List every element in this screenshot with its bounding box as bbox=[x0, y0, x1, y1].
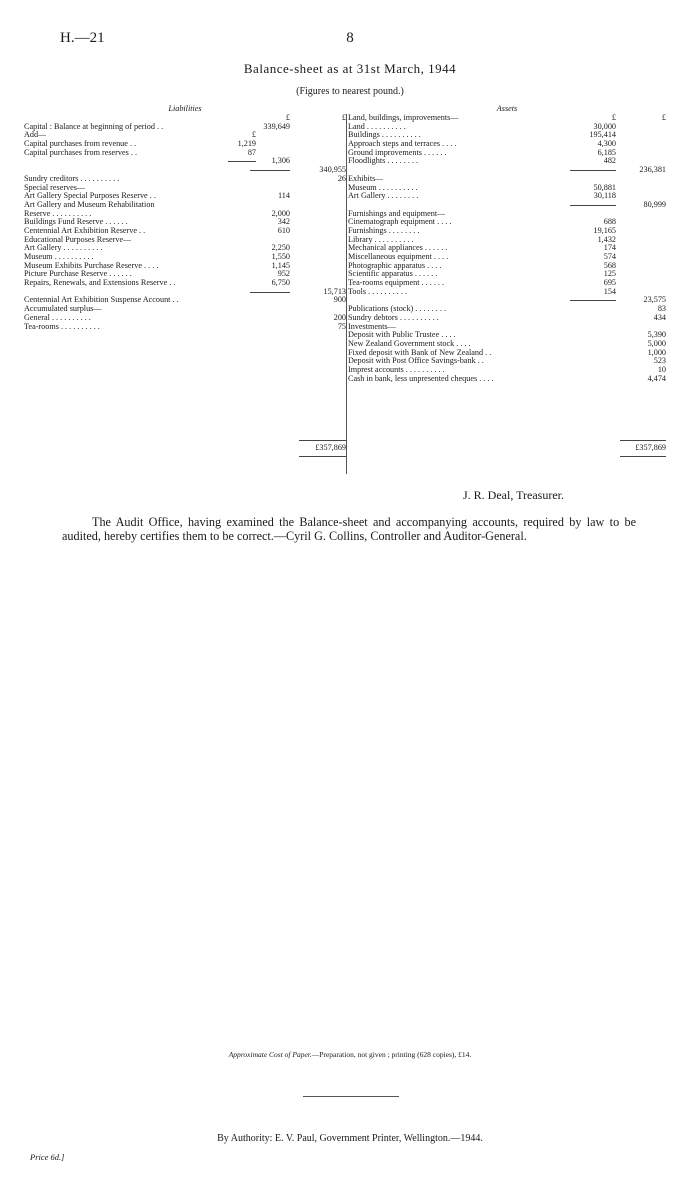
liabilities-row-label: Capital : Balance at beginning of period . . bbox=[24, 122, 164, 131]
assets-row-label: Sundry debtors . . . . . . . . . . bbox=[348, 313, 439, 322]
assets-row-value: 4,300 bbox=[597, 139, 616, 149]
assets-row bbox=[348, 218, 666, 227]
page-title: Balance-sheet as at 31st March, 1944 bbox=[243, 61, 457, 76]
page-number: 8 bbox=[346, 30, 354, 46]
document-reference: H.—21 bbox=[60, 30, 105, 46]
assets-row-label: Furnishings and equipment— bbox=[348, 209, 446, 218]
liabilities-row-label: General . . . . . . . . . . bbox=[24, 313, 91, 322]
assets-row-label: Art Gallery . . . . . . . . bbox=[348, 192, 419, 201]
liabilities-row bbox=[24, 201, 346, 210]
assets-row-value: 568 bbox=[603, 260, 616, 270]
liabilities-row bbox=[24, 305, 346, 314]
assets-row-label: Ground improvements . . . . . . bbox=[348, 148, 447, 157]
assets-subtotal-rule bbox=[570, 170, 616, 171]
assets-column bbox=[348, 104, 666, 482]
liabilities-row-value: 1,219 bbox=[237, 139, 256, 149]
assets-row bbox=[348, 262, 666, 271]
assets-row-value: 482 bbox=[603, 156, 616, 166]
liabilities-row-label: Reserve . . . . . . . . . . bbox=[24, 209, 92, 218]
assets-row-label: Mechanical appliances . . . . . . bbox=[348, 244, 448, 253]
liabilities-row-value: 1,306 bbox=[271, 156, 290, 166]
assets-row-label: Furnishings . . . . . . . . bbox=[348, 226, 420, 235]
assets-row bbox=[348, 331, 666, 340]
liabilities-row bbox=[24, 314, 346, 323]
liabilities-row-value: 114 bbox=[278, 191, 290, 201]
assets-row bbox=[348, 175, 666, 184]
liabilities-row bbox=[24, 192, 346, 201]
assets-row bbox=[348, 288, 666, 297]
assets-row bbox=[348, 323, 666, 332]
assets-row-label: Deposit with Public Trustee . . . . bbox=[348, 331, 456, 340]
assets-total-rule-top bbox=[620, 440, 666, 441]
liabilities-subtotal-rule bbox=[250, 170, 290, 171]
treasurer-signature bbox=[463, 488, 564, 503]
liabilities-row-value: £ bbox=[251, 130, 256, 140]
assets-row bbox=[348, 166, 666, 175]
liabilities-row-label: Centennial Art Exhibition Reserve . . bbox=[24, 226, 146, 235]
assets-row-value: 4,474 bbox=[647, 373, 666, 383]
assets-row-label: Photographic apparatus . . . . bbox=[348, 261, 442, 270]
assets-row-label: Approach steps and terraces . . . . bbox=[348, 140, 457, 149]
liabilities-row-label: Art Gallery Special Purposes Reserve . . bbox=[24, 192, 156, 201]
balance-sheet bbox=[24, 104, 666, 482]
assets-row-label: Land . . . . . . . . . . bbox=[348, 122, 406, 131]
assets-row-value: 523 bbox=[653, 356, 666, 366]
liabilities-row bbox=[24, 296, 346, 305]
cost-of-paper bbox=[0, 1050, 700, 1059]
assets-row bbox=[348, 227, 666, 236]
assets-row bbox=[348, 253, 666, 262]
liabilities-row bbox=[24, 236, 346, 245]
liabilities-row-value: 200 bbox=[333, 312, 346, 322]
liabilities-row bbox=[24, 244, 346, 253]
assets-row-value: 574 bbox=[603, 252, 616, 261]
treasurer-title: Treasurer. bbox=[516, 488, 565, 502]
assets-row-label: Cinematograph equipment . . . . bbox=[348, 218, 452, 227]
assets-total: £357,869 bbox=[635, 443, 666, 452]
liabilities-row-label: Art Gallery and Museum Rehabilitation bbox=[24, 200, 155, 209]
liabilities-row bbox=[24, 157, 346, 166]
audit-certificate bbox=[62, 515, 636, 543]
liabilities-row bbox=[24, 166, 346, 175]
assets-row bbox=[348, 157, 666, 166]
assets-row bbox=[348, 140, 666, 149]
cost-label: Approximate Cost of Paper. bbox=[228, 1050, 312, 1059]
assets-row bbox=[348, 357, 666, 366]
assets-row-label: Library . . . . . . . . . . bbox=[348, 235, 414, 244]
liabilities-row bbox=[24, 262, 346, 271]
column-divider bbox=[346, 114, 347, 474]
liabilities-row-label: Accumulated surplus— bbox=[24, 305, 102, 314]
liabilities-subtotal-rule bbox=[228, 161, 256, 162]
price: Price 6d.] bbox=[30, 1152, 65, 1162]
assets-subtotal-rule bbox=[570, 300, 616, 301]
assets-row-value: 5,390 bbox=[647, 330, 666, 340]
assets-row-value: 19,165 bbox=[593, 225, 616, 235]
liabilities-total-rule-bottom bbox=[299, 456, 346, 457]
liabilities-row-value: 2,000 bbox=[271, 208, 290, 218]
assets-row-label: Fixed deposit with Bank of New Zealand . . bbox=[348, 348, 492, 357]
assets-row-label: Museum . . . . . . . . . . bbox=[348, 183, 418, 192]
assets-row bbox=[348, 349, 666, 358]
assets-row-label: Tea-rooms equipment . . . . . . bbox=[348, 279, 445, 288]
assets-row-value: 50,881 bbox=[593, 182, 616, 192]
liabilities-row-label: Centennial Art Exhibition Suspense Account . . bbox=[24, 296, 179, 305]
liabilities-row-label: Museum Exhibits Purchase Reserve . . . . bbox=[24, 261, 159, 270]
assets-row-value: 1,432 bbox=[597, 234, 616, 244]
liabilities-row bbox=[24, 149, 346, 158]
liabilities-row bbox=[24, 184, 346, 193]
liabilities-row-label: Art Gallery . . . . . . . . . . bbox=[24, 244, 103, 253]
liabilities-row bbox=[24, 253, 346, 262]
assets-heading: Assets bbox=[496, 104, 518, 113]
liabilities-row-label: Capital purchases from reserves . . bbox=[24, 148, 137, 157]
assets-row bbox=[348, 305, 666, 314]
liabilities-row-value: 900 bbox=[333, 295, 346, 305]
assets-row bbox=[348, 375, 666, 384]
liabilities-row-value: £ bbox=[341, 113, 346, 122]
liabilities-row-value: 1,145 bbox=[271, 260, 290, 270]
assets-row-value: 174 bbox=[603, 243, 616, 253]
assets-row-value: £ bbox=[611, 113, 616, 122]
assets-row-value: 434 bbox=[653, 312, 666, 322]
printer-authority: By Authority: E. V. Paul, Government Printer, Wellington.—1944. bbox=[217, 1133, 483, 1144]
assets-row-value: 6,185 bbox=[597, 147, 616, 157]
liabilities-row-value: 340,955 bbox=[319, 165, 346, 175]
assets-row bbox=[348, 184, 666, 193]
treasurer-name: J. R. Deal, bbox=[463, 488, 514, 502]
assets-row bbox=[348, 314, 666, 323]
assets-row bbox=[348, 114, 666, 123]
liabilities-row-value: 75 bbox=[337, 321, 346, 331]
assets-row-value: 125 bbox=[603, 269, 616, 279]
liabilities-row-value: 339,649 bbox=[263, 121, 290, 131]
assets-row-label: Scientific apparatus . . . . . . bbox=[348, 270, 438, 279]
liabilities-total: £357,869 bbox=[315, 443, 346, 452]
assets-row-value: 10 bbox=[657, 364, 666, 374]
assets-total-rule-bottom bbox=[620, 456, 666, 457]
assets-row bbox=[348, 244, 666, 253]
liabilities-row-value: 87 bbox=[247, 147, 256, 157]
assets-row-label: Imprest accounts . . . . . . . . . . bbox=[348, 365, 445, 374]
liabilities-row bbox=[24, 279, 346, 288]
liabilities-row-label: Picture Purchase Reserve . . . . . . bbox=[24, 270, 132, 279]
liabilities-row-value: 15,713 bbox=[323, 286, 346, 296]
cost-text: —Preparation, not given ; printing (628 copies), £14. bbox=[311, 1050, 472, 1059]
assets-row-label: Miscellaneous equipment . . . . bbox=[348, 253, 449, 261]
liabilities-heading: Liabilities bbox=[168, 104, 202, 113]
liabilities-row-label: Sundry creditors . . . . . . . . . . bbox=[24, 174, 120, 183]
assets-row-value: 195,414 bbox=[589, 130, 616, 140]
liabilities-subtotal-rule bbox=[250, 292, 290, 293]
assets-row-label: Cash in bank, less unpresented cheques . . . . bbox=[348, 374, 494, 383]
liabilities-row bbox=[24, 323, 346, 332]
liabilities-row bbox=[24, 140, 346, 149]
assets-row bbox=[348, 270, 666, 279]
liabilities-row-value: £ bbox=[285, 113, 290, 122]
assets-row-label: Investments— bbox=[348, 322, 396, 331]
assets-row bbox=[348, 149, 666, 158]
assets-row-value: 23,575 bbox=[643, 295, 666, 305]
assets-row-value: 688 bbox=[603, 217, 616, 227]
liabilities-total-row bbox=[24, 444, 346, 453]
assets-row bbox=[348, 210, 666, 219]
liabilities-row-value: 26 bbox=[337, 173, 346, 183]
assets-row-value: 1,000 bbox=[647, 347, 666, 357]
liabilities-row-value: 1,550 bbox=[271, 252, 290, 261]
assets-rows bbox=[348, 114, 666, 383]
liabilities-total-rule-top bbox=[299, 440, 346, 441]
assets-row-value: 5,000 bbox=[647, 338, 666, 348]
assets-row-label: Land, buildings, improvements— bbox=[348, 114, 459, 122]
audit-text: The Audit Office, having examined the Balance-sheet and accompanying accounts, required by law to be audited, hereby certifies them to be correct.—Cyril G. Collins, Controller and Auditor-General. bbox=[62, 515, 636, 543]
assets-row-label: Deposit with Post Office Savings-bank . . bbox=[348, 357, 484, 366]
liabilities-rows bbox=[24, 114, 346, 331]
liabilities-row bbox=[24, 175, 346, 184]
assets-row-value: 80,999 bbox=[643, 199, 666, 209]
assets-row bbox=[348, 236, 666, 245]
assets-row-label: Buildings . . . . . . . . . . bbox=[348, 131, 421, 140]
liabilities-row bbox=[24, 218, 346, 227]
assets-row-value: 236,381 bbox=[639, 165, 666, 175]
liabilities-row-value: 952 bbox=[277, 269, 290, 279]
liabilities-row-label: Special reserves— bbox=[24, 183, 86, 192]
assets-row-label: Tools . . . . . . . . . . bbox=[348, 287, 408, 296]
assets-total-row bbox=[348, 444, 666, 453]
liabilities-row bbox=[24, 227, 346, 236]
liabilities-row-label: Buildings Fund Reserve . . . . . . bbox=[24, 218, 128, 227]
assets-row bbox=[348, 296, 666, 305]
liabilities-row bbox=[24, 270, 346, 279]
assets-row bbox=[348, 192, 666, 201]
liabilities-row bbox=[24, 210, 346, 219]
liabilities-row-label: Repairs, Renewals, and Extensions Reserve . . bbox=[24, 279, 176, 288]
liabilities-row-label: Museum . . . . . . . . . . bbox=[24, 253, 94, 261]
assets-row-value: 30,000 bbox=[593, 121, 616, 131]
assets-row-label: Publications (stock) . . . . . . . . bbox=[348, 305, 447, 314]
assets-row-label: New Zealand Government stock . . . . bbox=[348, 339, 471, 348]
liabilities-row-label: Capital purchases from revenue . . bbox=[24, 140, 137, 149]
liabilities-row-value: 6,750 bbox=[271, 278, 290, 288]
liabilities-row bbox=[24, 288, 346, 297]
assets-row bbox=[348, 366, 666, 375]
assets-row-value: 83 bbox=[657, 304, 666, 314]
liabilities-row-value: 342 bbox=[277, 217, 290, 227]
assets-subtotal-rule bbox=[570, 205, 616, 206]
liabilities-row-value: 2,250 bbox=[271, 243, 290, 253]
liabilities-row bbox=[24, 114, 346, 123]
liabilities-column bbox=[24, 104, 346, 482]
liabilities-row bbox=[24, 123, 346, 132]
footer-rule bbox=[303, 1096, 399, 1097]
assets-row bbox=[348, 201, 666, 210]
page-subtitle: (Figures to nearest pound.) bbox=[296, 86, 404, 97]
liabilities-row-label: Educational Purposes Reserve— bbox=[24, 235, 132, 244]
assets-row bbox=[348, 279, 666, 288]
liabilities-row-label: Tea-rooms . . . . . . . . . . bbox=[24, 322, 100, 331]
liabilities-row bbox=[24, 131, 346, 140]
assets-row-value: 30,118 bbox=[593, 191, 616, 201]
assets-row-value: 154 bbox=[603, 286, 616, 296]
liabilities-row-label: Add— bbox=[24, 131, 47, 140]
liabilities-row-value: 610 bbox=[277, 225, 290, 235]
assets-row bbox=[348, 131, 666, 140]
assets-row bbox=[348, 340, 666, 349]
assets-row-value: 695 bbox=[603, 278, 616, 288]
assets-row bbox=[348, 123, 666, 132]
assets-row-label: Floodlights . . . . . . . . bbox=[348, 157, 419, 166]
assets-row-label: Exhibits— bbox=[348, 174, 384, 183]
assets-row-value: £ bbox=[661, 113, 666, 122]
